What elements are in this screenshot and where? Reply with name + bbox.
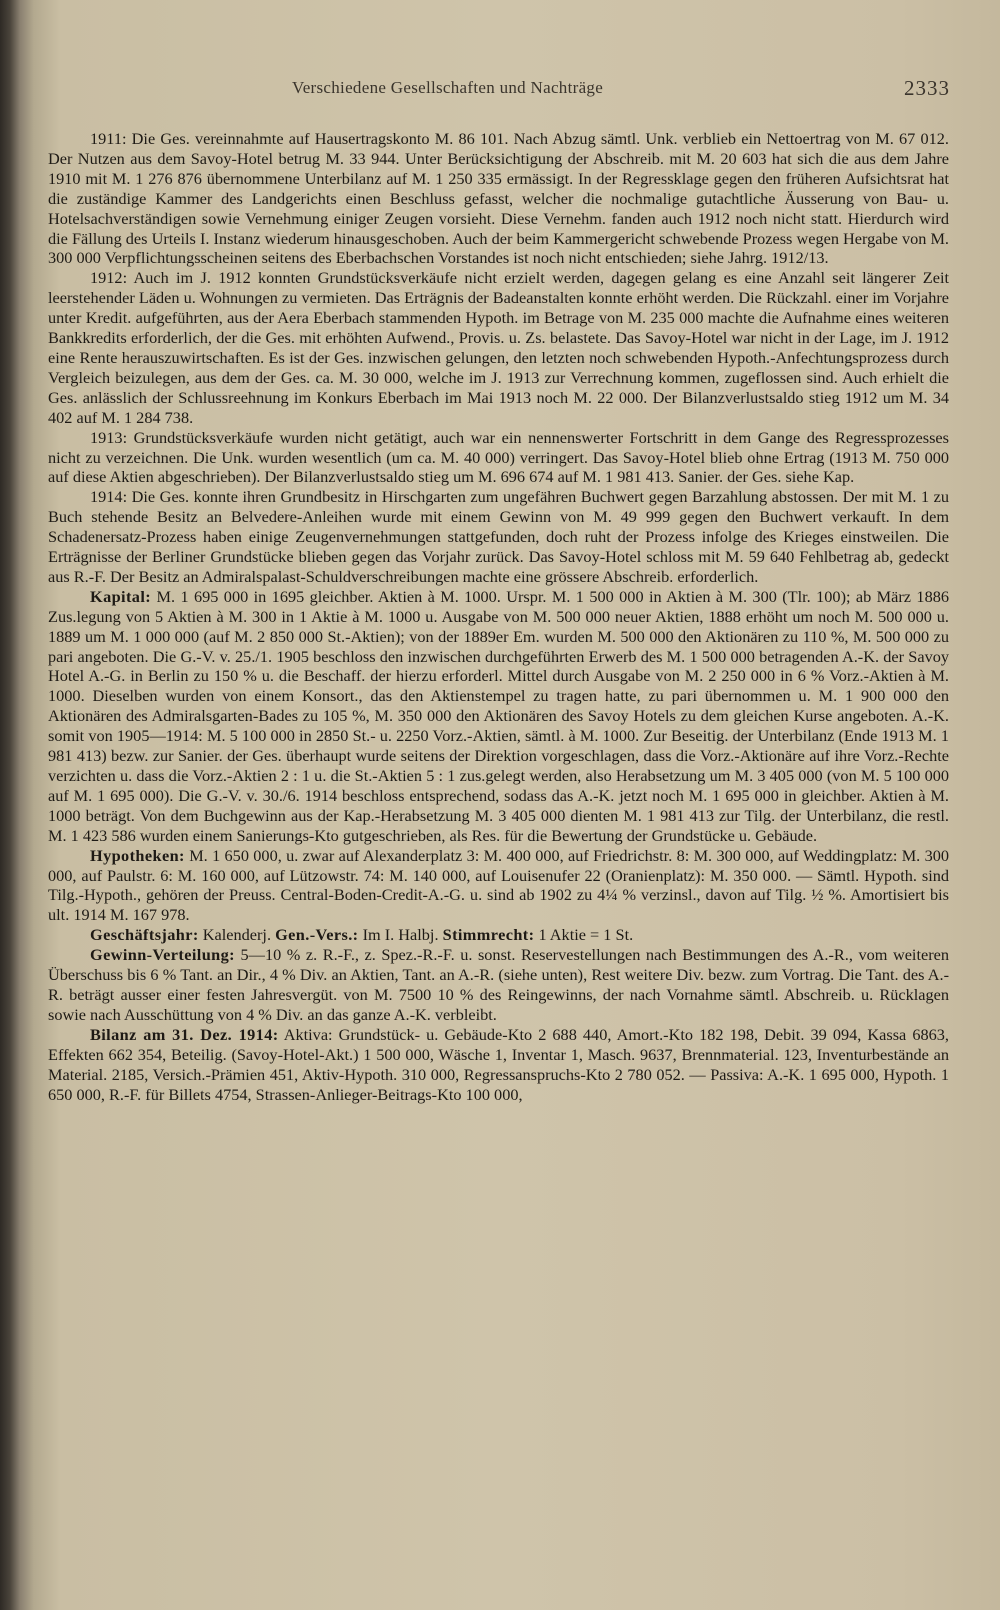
paragraph-bilanz xyxy=(48,1025,949,1105)
section-heading: Hypotheken: xyxy=(90,845,185,865)
paragraph-text: M. 1 650 000, u. zwar auf Alexanderplatz 3: M. 400 000, auf Friedrichstr. 8: M. 300 000, auf Weddingplatz: M. 300 000, auf Paulstr. 6: M. 160 000, auf Lützowstr. 74: M. 140 000, auf Louisenufer 22 (Oranienplatz): M. 350 000. — Sämtl. Hypoth. sind Tilg.-Hypoth., gehören der Preuss. Central-Boden-Credit-A.-G. u. sind ab 1902 zu 4¼ % verzinsl., davon auf Tilg. ½ %. Amortisiert bis ult. 1914 M. 167 978. xyxy=(48,845,949,925)
section-heading: Gewinn-Verteilung: xyxy=(90,945,235,965)
paragraph-gewinn-verteilung xyxy=(48,945,949,1025)
paragraph-kapital xyxy=(48,587,949,846)
paragraph-text: 5—10 % z. R.-F., z. Spez.-R.-F. u. sonst. Reservestellungen nach Bestimmungen des A.-R., vom weiteren Überschuss bis 6 % Tant. an Dir., 4 % Div. an Aktien, Tant. an A.-R. (siehe unten), Rest weitere Div. bezw. zum Vortrag. Die Tant. des A.-R. beträgt ausser einer festen Jahresvergüt. von M. 7500 10 % des Reingewinns, der nach Vornahme sämtl. Abschreib. u. Rücklagen sowie nach Ausschüttung von 4 % Div. an das ganze A.-K. verbleibt. xyxy=(48,945,949,1024)
body-text xyxy=(48,129,949,1104)
paragraph-1914 xyxy=(48,487,949,587)
paragraph-text: Kalenderj. xyxy=(198,925,276,945)
paragraph-text: 1912: Auch im J. 1912 konnten Grundstücksverkäufe nicht erzielt werden, dagegen gelang es eine Anzahl seit längerer Zeit leerstehender Läden u. Wohnungen zu vermieten. Das Erträgnis der Badeanstalten konnte erhöht werden. Die Rückzahl. einer im Vorjahre unter Kredit. aufgeführten, aus der Aera Eberbach stammenden Hypoth. im Betrage von M. 235 000 machte die Aufnahme eines weiteren Bankkredits erforderlich, der die Ges. mit erhöhten Aufwend., Provis. u. Zs. belastete. Das Savoy-Hotel war nicht in der Lage, im J. 1912 eine Rente herauszuwirtschaften. Es ist der Ges. inzwischen gelungen, den letzten noch schwebenden Hypoth.-Anfechtungsprozess durch Vergleich beizulegen, aus dem der Ges. ca. M. 30 000, welche im J. 1913 zur Verrechnung kommen, zugeflossen sind. Auch erhielt die Ges. anlässlich der Schlussreehnung im Konkurs Eberbach im Mai 1913 noch M. 22 000. Der Bilanzverlustsaldo stieg 1912 um M. 34 402 auf M. 1 284 738. xyxy=(48,268,949,427)
section-heading: Stimmrecht: xyxy=(442,925,535,945)
paragraph-text: 1914: Die Ges. konnte ihren Grundbesitz in Hirschgarten zum ungefähren Buchwert gegen Barzahlung abstossen. Der mit M. 1 zu Buch stehende Besitz an Belvedere-Anleihen wurde mit einem Gewinn von M. 49 999 gegen den Buchwert verkauft. In dem Schadenersatz-Prozess haben einige Zeugenvernehmungen stattgefunden, doch ruht der Prozess infolge des Krieges einstweilen. Die Erträgnisse der Berliner Grundstücke blieben gegen das Vorjahr zurück. Das Savoy-Hotel schloss mit M. 59 640 Fehlbetrag ab, gedeckt aus R.-F. Der Besitz an Admiralspalast-Schuldverschreibungen machte eine grössere Abschreib. erforderlich. xyxy=(48,487,949,586)
paragraph-text: Im I. Halbj. xyxy=(358,925,443,945)
paragraph-text: Aktiva: Grundstück- u. Gebäude-Kto 2 688 440, Amort.-Kto 182 198, Debit. 39 094, Kassa 6863, Effekten 662 354, Beteilig. (Savoy-Hotel-Akt.) 1 500 000, Wäsche 1, Inventar 1, Masch. 9637, Brennmaterial. 123, Inventurbestände an Material. 2185, Versich.-Prämien 451, Aktiv-Hypoth. 310 000, Regressanspruchs-Kto 2 780 052. — Passiva: A.-K. 1 695 000, Hypoth. 1 650 000, R.-F. für Billets 4754, Strassen-Anlieger-Beitrags-Kto 100 000, xyxy=(48,1024,949,1104)
section-heading: Bilanz am 31. Dez. 1914: xyxy=(90,1024,279,1044)
paragraph-1913 xyxy=(48,428,949,488)
paragraph-text: 1913: Grundstücksverkäufe wurden nicht getätigt, auch war ein nennenswerter Fortschritt in dem Gange des Regressprozesses nicht zu verzeichnen. Die Unk. wurden wesentlich (um ca. M. 40 000) verringert. Das Savoy-Hotel blieb ohne Ertrag (1913 M. 750 000 auf diese Aktien abgeschrieben). Der Bilanzverlustsaldo stieg um M. 696 674 auf M. 1 981 413. Sanier. der Ges. siehe Kap. xyxy=(48,427,949,487)
section-heading: Gen.-Vers.: xyxy=(275,925,359,945)
page-number: 2333 xyxy=(904,76,950,100)
paragraph-hypotheken xyxy=(48,846,949,926)
paragraph-1912 xyxy=(48,268,949,427)
paragraph-text: M. 1 695 000 in 1695 gleichber. Aktien à M. 1000. Urspr. M. 1 500 000 in Aktien à M. 300 (Tlr. 100); ab März 1886 Zus.legung von 5 Aktien à M. 300 in 1 Aktie à M. 1000 u. Ausgabe von M. 500 000 neuer Aktien, 1888 erhöht um noch M. 500 000 u. 1889 um M. 1 000 000 (auf M. 2 850 000 St.-Aktien); von der 1889er Em. wurden M. 500 000 den Aktionären zu 110 %, M. 500 000 zu pari angeboten. Die G.-V. v. 25./1. 1905 beschloss den inzwischen durchgeführten Erwerb des M. 1 500 000 betragenden A.-K. der Savoy Hotel A.-G. in Berlin zu 150 % u. die Beschaff. der hierzu erforderl. Mittel durch Ausgabe von M. 2 250 000 in 6 % Vorz.-Aktien à M. 1000. Dieselben wurden von einem Konsort., das den Aktienstempel zu tragen hatte, zu pari übernommen u. M. 1 900 000 den Aktionären des Admiralsgarten-Bades zu 105 %, M. 350 000 den Aktionären des Savoy Hotels zu dem gleichen Kurse angeboten. A.-K. somit von 1905—1914: M. 5 100 000 in 2850 St.- u. 2250 Vorz.-Aktien, sämtl. à M. 1000. Zur Beseitig. der Unterbilanz (Ende 1913 M. 1 981 413) bezw. zur Sanier. der Ges. überhaupt wurde seitens der Direktion vorgeschlagen, dass die Vorz.-Aktionäre auf ihre Vorz.-Rechte verzichten u. dass die Vorz.-Aktien 2 : 1 u. die St.-Aktien 5 : 1 zus.gelegt werden, also Herabsetzung um M. 3 405 000 (von M. 5 100 000 auf M. 1 695 000). Die G.-V. v. 30./6. 1914 beschloss entsprechend, sodass das A.-K. jetzt noch M. 1 695 000 in gleichber. Aktien à M. 1000 beträgt. Von dem Buchgewinn aus der Kap.-Herabsetzung M. 3 405 000 dienten M. 1 981 413 zur Tilg. der Unterbilanz, die restl. M. 1 423 586 wurden einem Sanierungs-Kto gutgeschrieben, als Res. für die Bewertung der Grundstücke u. Gebäude. xyxy=(48,586,949,845)
paragraph-text: 1 Aktie = 1 St. xyxy=(534,925,634,945)
section-heading: Kapital: xyxy=(90,586,152,606)
page-header xyxy=(60,74,960,104)
section-heading: Geschäftsjahr: xyxy=(90,925,199,945)
paragraph-1911 xyxy=(48,129,949,268)
paragraph-text: 1911: Die Ges. vereinnahmte auf Hausertragskonto M. 86 101. Nach Abzug sämtl. Unk. verblieb ein Nettoertrag von M. 67 012. Der Nutzen aus dem Savoy-Hotel betrug M. 33 944. Unter Berücksichtigung der Abschreib. mit M. 20 603 hat sich die aus dem Jahre 1910 mit M. 1 276 876 übernommene Unterbilanz auf M. 1 250 335 ermässigt. In der Regressklage gegen den früheren Aufsichtsrat hat die zuständige Kammer des Landgerichts einen Beschluss gefasst, welcher die nochmalige gutachtliche Äusserung von Bau- u. Hotelsachverständigen sowie Vernehmung einiger Zeugen vorsieht. Diese Vernehm. fanden auch 1912 noch nicht statt. Hierdurch wird die Fällung des Urteils I. Instanz wiederum hinausgeschoben. Auch der beim Kammergericht schwebende Prozess wegen Hergabe von M. 300 000 Verpflichtungsscheinen seitens des Eberbachschen Vorstandes ist noch nicht entschieden; siehe Jahrg. 1912/13. xyxy=(48,129,949,268)
paragraph-geschaeftsjahr xyxy=(48,925,949,945)
running-title: Verschiedene Gesellschaften und Nachträge xyxy=(292,78,604,97)
